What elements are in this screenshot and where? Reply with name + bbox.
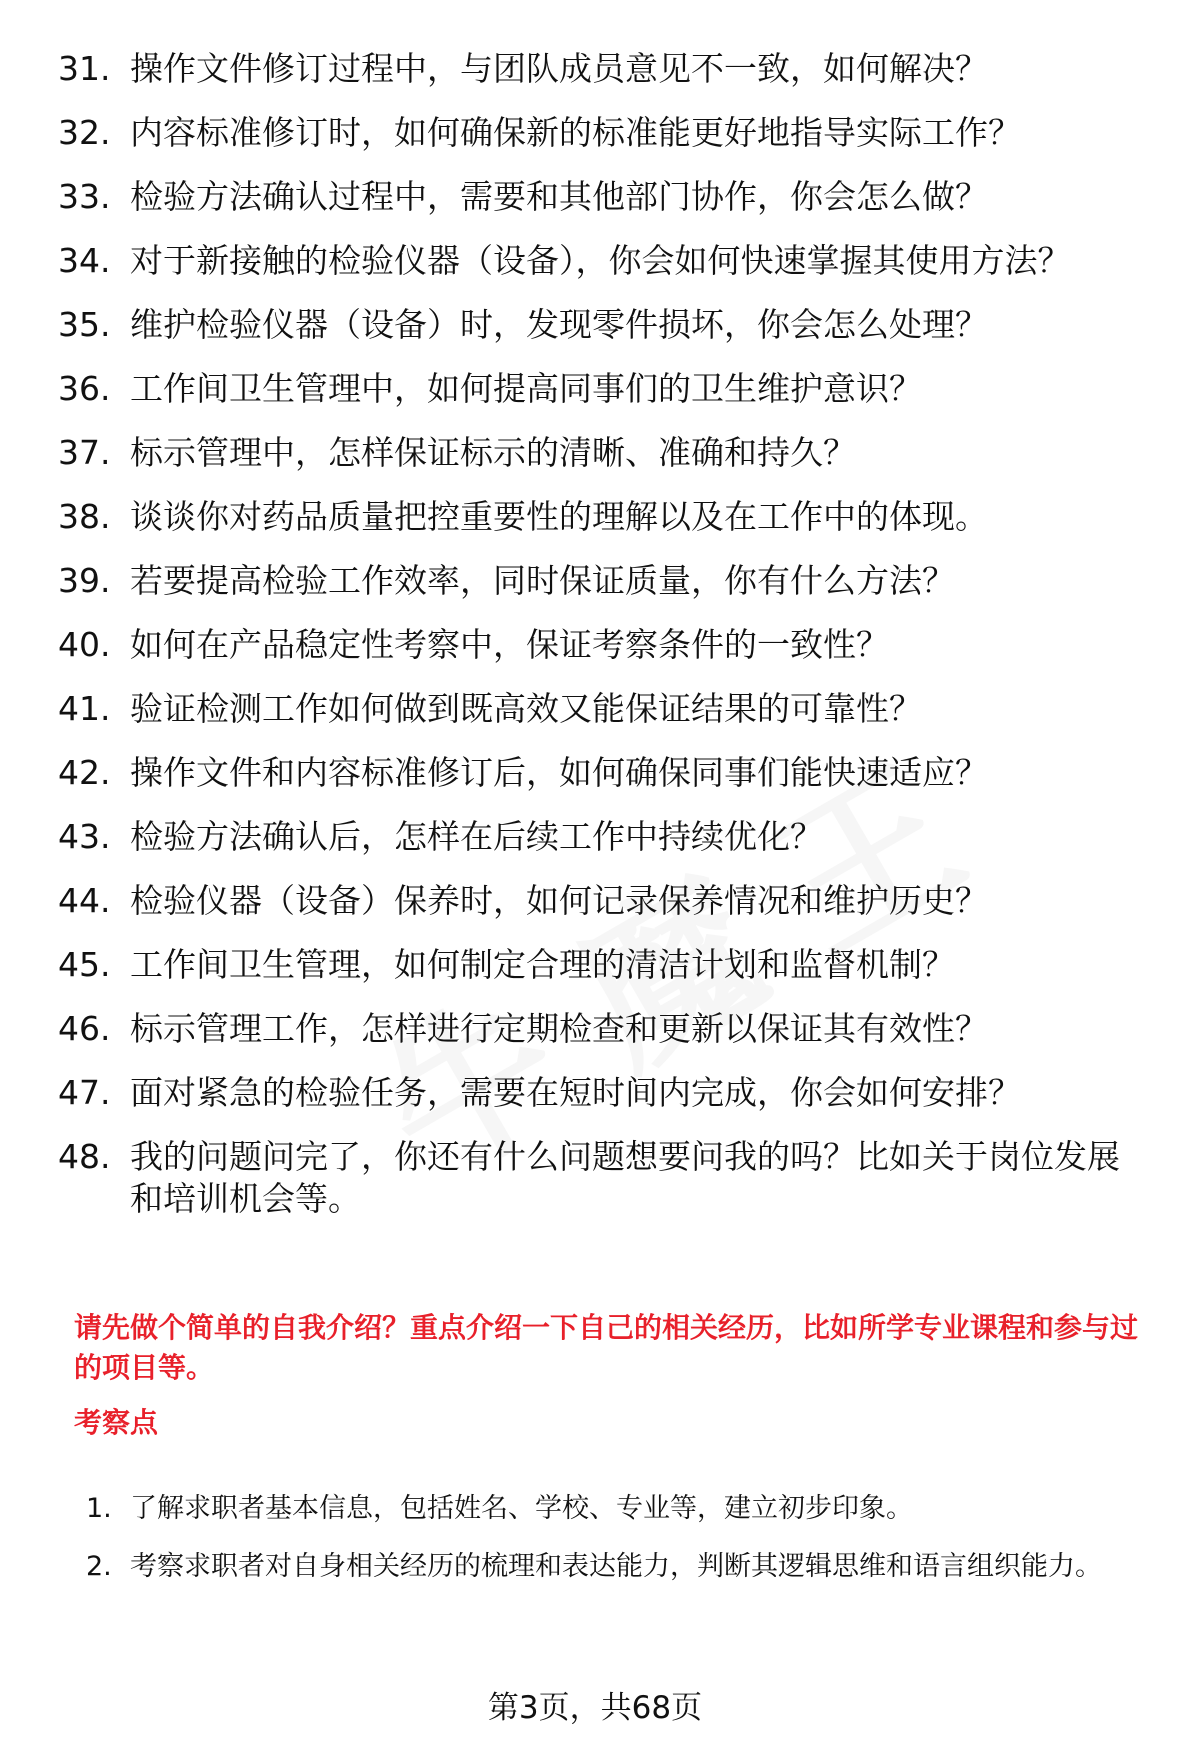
- question-item: [58, 432, 1148, 474]
- question-text: 内容标准修订时，如何确保新的标准能更好地指导实际工作？: [130, 113, 1021, 152]
- question-text: 验证检测工作如何做到既高效又能保证结果的可靠性？: [130, 689, 922, 728]
- question-number: 40.: [58, 625, 111, 664]
- question-text: 检验仪器（设备）保养时，如何记录保养情况和维护历史？: [130, 881, 988, 920]
- question-number: 35.: [58, 305, 111, 344]
- question-number: 33.: [58, 177, 111, 216]
- question-item: [58, 880, 1148, 922]
- question-number: 43.: [58, 817, 111, 856]
- question-item: [58, 48, 1148, 90]
- question-text: 检验方法确认后，怎样在后续工作中持续优化？: [130, 817, 823, 856]
- question-text: 标示管理工作，怎样进行定期检查和更新以保证其有效性？: [130, 1009, 988, 1048]
- question-item: [58, 112, 1148, 154]
- question-text: 检验方法确认过程中，需要和其他部门协作，你会怎么做？: [130, 177, 988, 216]
- question-number: 44.: [58, 881, 111, 920]
- question-text: 工作间卫生管理，如何制定合理的清洁计划和监督机制？: [130, 945, 955, 984]
- question-item: [58, 368, 1148, 410]
- question-list: [58, 48, 1148, 1242]
- question-number: 34.: [58, 241, 111, 280]
- question-item: [58, 624, 1148, 666]
- question-text: 若要提高检验工作效率，同时保证质量，你有什么方法？: [130, 561, 955, 600]
- question-item: [58, 496, 1148, 538]
- question-number: 47.: [58, 1073, 111, 1112]
- question-item: [58, 1072, 1148, 1114]
- question-number: 46.: [58, 1009, 111, 1048]
- question-text: 工作间卫生管理中，如何提高同事们的卫生维护意识？: [130, 369, 922, 408]
- list-item: [86, 1538, 1166, 1596]
- question-item: [58, 304, 1148, 346]
- question-text: 操作文件和内容标准修订后，如何确保同事们能快速适应？: [130, 753, 988, 792]
- question-item: [58, 1008, 1148, 1050]
- question-number: 36.: [58, 369, 111, 408]
- question-item: [58, 944, 1148, 986]
- point-text: 了解求职者基本信息，包括姓名、学校、专业等，建立初步印象。: [130, 1493, 913, 1524]
- question-number: 45.: [58, 945, 111, 984]
- question-text: 操作文件修订过程中，与团队成员意见不一致，如何解决？: [130, 49, 988, 88]
- question-text: 我的问题问完了，你还有什么问题想要问我的吗？比如关于岗位发展和培训机会等。: [130, 1137, 1120, 1218]
- list-item: [86, 1480, 1166, 1538]
- question-text: 面对紧急的检验任务，需要在短时间内完成，你会如何安排？: [130, 1073, 1021, 1112]
- question-number: 38.: [58, 497, 111, 536]
- question-text: 如何在产品稳定性考察中，保证考察条件的一致性？: [130, 625, 889, 664]
- question-number: 37.: [58, 433, 111, 472]
- point-number: 1.: [86, 1493, 112, 1524]
- question-text: 对于新接触的检验仪器（设备），你会如何快速掌握其使用方法？: [130, 241, 1071, 280]
- question-number: 39.: [58, 561, 111, 600]
- question-number: 48.: [58, 1137, 111, 1176]
- subhead-focus-points: 考察点: [74, 1406, 159, 1439]
- page-footer: 第3页，共68页: [487, 1690, 703, 1726]
- question-item: [58, 560, 1148, 602]
- question-item: [58, 240, 1148, 282]
- question-number: 42.: [58, 753, 111, 792]
- point-number: 2.: [86, 1551, 112, 1582]
- question-item: [58, 688, 1148, 730]
- focus-point-list: [86, 1480, 1166, 1596]
- question-item: [58, 1136, 1148, 1220]
- question-item: [58, 816, 1148, 858]
- question-number: 41.: [58, 689, 111, 728]
- question-text: 维护检验仪器（设备）时，发现零件损坏，你会怎么处理？: [130, 305, 988, 344]
- question-text: 标示管理中，怎样保证标示的清晰、准确和持久？: [130, 433, 856, 472]
- section-title: 请先做个简单的自我介绍？重点介绍一下自己的相关经历，比如所学专业课程和参与过的项目等。: [74, 1311, 1139, 1384]
- question-item: [58, 176, 1148, 218]
- question-number: 32.: [58, 113, 111, 152]
- question-number: 31.: [58, 49, 111, 88]
- question-item: [58, 752, 1148, 794]
- question-text: 谈谈你对药品质量把控重要性的理解以及在工作中的体现。: [130, 497, 988, 536]
- point-text: 考察求职者对自身相关经历的梳理和表达能力，判断其逻辑思维和语言组织能力。: [130, 1551, 1102, 1582]
